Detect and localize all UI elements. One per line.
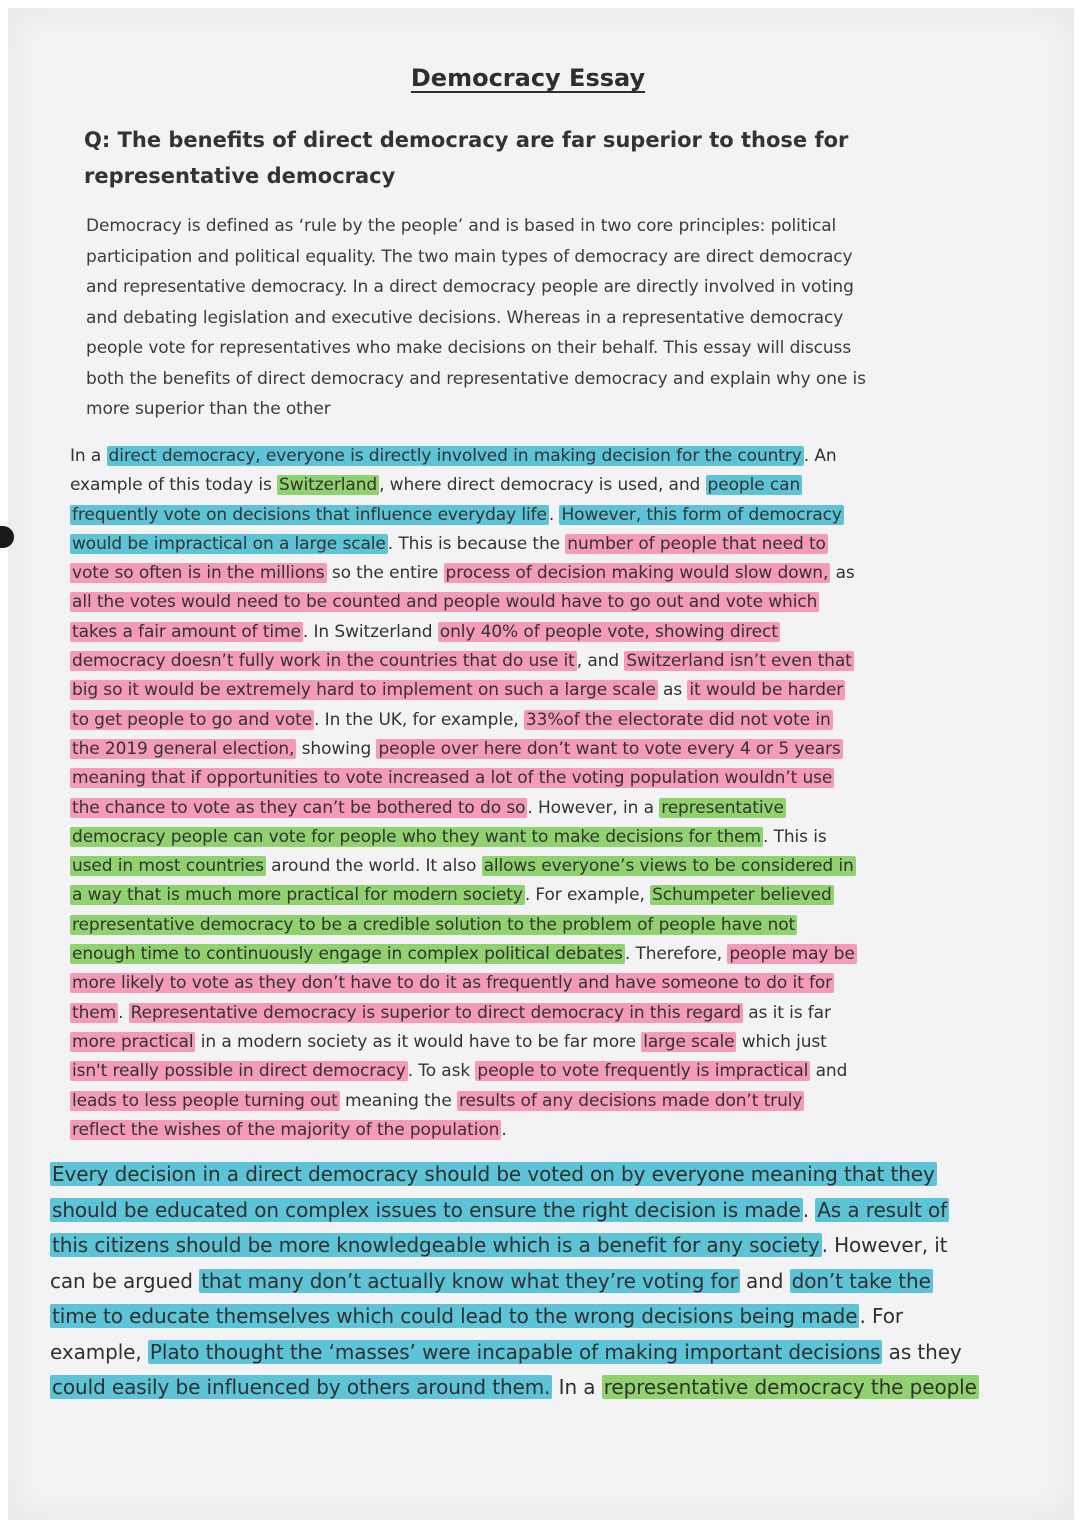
body-paragraph-1 [70, 442, 1042, 1145]
pink-highlight: people to vote frequently is impractical [477, 1061, 809, 1082]
text-line [70, 676, 1042, 705]
text-line [70, 999, 1042, 1028]
text-run: showing [296, 738, 377, 759]
text-run: . For example, [524, 885, 651, 906]
text-run: as [657, 680, 688, 701]
green-highlight: democracy people can vote for people who they want to make decisions for them [72, 826, 761, 847]
blue-highlight: However, this form of democracy [561, 504, 842, 525]
intro-line: and representative democracy. In a direct democracy people are directly involved in voting [86, 277, 854, 297]
text-run: around the world. It also [265, 856, 482, 877]
text-run: as [830, 563, 855, 584]
green-highlight: representative democracy the people [603, 1375, 977, 1399]
intro-line: Democracy is defined as ‘rule by the people’ and is based in two core principles: political [86, 216, 837, 236]
pink-highlight: them [72, 1002, 117, 1023]
text-line [50, 1370, 1046, 1406]
text-line [70, 881, 1042, 910]
text-line [70, 764, 1042, 793]
intro-line: and debating legislation and executive decisions. Whereas in a representative democracy [86, 307, 844, 328]
text-line [70, 911, 1042, 940]
essay-question: Q: The benefits of direct democracy are far superior to those for representative democracy [84, 128, 849, 188]
pink-highlight: number of people that need to [567, 533, 826, 554]
text-run: . In the UK, for example, [314, 709, 524, 730]
text-line [70, 735, 1042, 764]
intro-line: participation and political equality. The two main types of democracy are direct democracy [86, 246, 853, 267]
text-line [70, 1057, 1042, 1086]
pink-highlight: it would be harder [689, 680, 844, 701]
blue-highlight: direct democracy, everyone is directly involved in making decision for the country [108, 446, 802, 466]
text-run: . For [859, 1304, 903, 1328]
blue-highlight: Plato thought the ‘masses’ were incapable of making important decisions [149, 1339, 881, 1364]
text-line [50, 1193, 1046, 1229]
text-run: . [802, 1197, 816, 1222]
text-line [70, 823, 1042, 852]
blue-highlight: time to educate themselves which could lead to the wrong decisions being made [52, 1304, 858, 1328]
intro-paragraph [86, 211, 1016, 425]
text-run: and [739, 1268, 790, 1293]
pink-highlight: people may be [729, 944, 855, 965]
blue-highlight: this citizens should be more knowledgeable which is a benefit for any society [52, 1233, 820, 1257]
text-run: in a modern society as it would have to be far more [195, 1031, 642, 1052]
pink-highlight: vote so often is in the millions [72, 563, 325, 584]
pink-highlight: results of any decisions made don’t truly [459, 1090, 803, 1111]
pink-highlight: takes a fair amount of time [72, 621, 301, 642]
text-run: as they [882, 1339, 962, 1364]
text-line [70, 969, 1042, 998]
paper-sheet [8, 8, 1074, 1520]
text-run: as it is far [742, 1002, 831, 1023]
pink-highlight: the chance to vote as they can’t be bothered to do so [72, 797, 526, 818]
text-line [70, 530, 1042, 559]
pink-highlight: Representative democracy is superior to direct democracy in this regard [130, 1002, 741, 1023]
text-run: example, [50, 1339, 148, 1364]
text-line [70, 852, 1042, 881]
green-highlight: Switzerland [279, 475, 378, 496]
text-line [70, 501, 1042, 530]
text-line [70, 794, 1042, 823]
pink-highlight: to get people to go and vote [72, 709, 313, 730]
text-run: . [118, 1002, 129, 1023]
pink-highlight: more likely to vote as they don’t have to do it as frequently and have someone to do it for [72, 973, 833, 994]
text-line [50, 1264, 1046, 1300]
text-run: meaning the [339, 1090, 457, 1111]
green-highlight: a way that is much more practical for modern society [72, 885, 523, 906]
text-run: example of this today is [70, 475, 278, 496]
text-line [50, 1228, 1046, 1264]
text-line [70, 471, 1042, 500]
green-highlight: used in most countries [72, 856, 264, 877]
text-run: , where direct democracy is used, and [379, 475, 706, 496]
text-run: . In Switzerland [302, 621, 438, 642]
text-line [70, 588, 1042, 617]
text-run: . However, it [821, 1233, 948, 1257]
text-run: . [548, 504, 560, 525]
blue-highlight: people can [707, 475, 801, 496]
blue-highlight: don’t take the [791, 1268, 931, 1293]
pink-highlight: reflect the wishes of the majority of the population [72, 1119, 500, 1140]
text-line [70, 1116, 1042, 1145]
pink-highlight: isn't really possible in direct democracy [72, 1061, 406, 1082]
green-highlight: representative [661, 797, 784, 818]
text-run: which just [736, 1031, 827, 1052]
green-highlight: enough time to continuously engage in complex political debates [72, 944, 623, 965]
pink-highlight: the 2019 general election, [72, 738, 295, 759]
text-line [50, 1157, 1046, 1193]
blue-highlight: frequently vote on decisions that influence everyday life [72, 504, 547, 525]
essay-title: Democracy Essay [410, 64, 646, 92]
green-highlight: allows everyone’s views to be considered in [483, 856, 854, 877]
text-run: . An [803, 446, 837, 466]
body-paragraph-2 [50, 1157, 1046, 1406]
text-line [70, 1087, 1042, 1116]
blue-highlight: As a result of [817, 1197, 948, 1222]
text-line [50, 1299, 1046, 1335]
green-highlight: representative democracy to be a credible solution to the problem of people have not [72, 914, 796, 935]
text-line [70, 559, 1042, 588]
text-run: . However, in a [527, 797, 660, 818]
pink-highlight: leads to less people turning out [72, 1090, 338, 1111]
text-run: , and [576, 651, 625, 672]
text-run: In a [70, 446, 107, 466]
blue-highlight: should be educated on complex issues to ensure the right decision is made [52, 1197, 801, 1222]
green-highlight: Schumpeter believed [652, 885, 832, 906]
text-run: so the entire [326, 563, 444, 584]
intro-line: both the benefits of direct democracy and representative democracy and explain why one is [86, 368, 866, 389]
pink-highlight: people over here don’t want to vote every 4 or 5 years [378, 738, 841, 759]
text-run: . This is because the [387, 533, 566, 554]
text-run: In a [552, 1375, 602, 1399]
pink-highlight: meaning that if opportunities to vote increased a lot of the voting population wouldn’t use [72, 768, 833, 789]
pink-highlight: only 40% of people vote, showing direct [439, 621, 778, 642]
pink-highlight: large scale [643, 1031, 735, 1052]
pink-highlight: democracy doesn’t fully work in the countries that do use it [72, 651, 575, 672]
intro-line: people vote for representatives who make decisions on their behalf. This essay will discuss [86, 338, 852, 358]
pink-highlight: 33%of the electorate did not vote in [525, 709, 831, 730]
text-run: . [501, 1119, 507, 1140]
pink-highlight: process of decision making would slow down, [445, 563, 829, 584]
text-run: can be argued [50, 1268, 200, 1293]
blue-highlight: that many don’t actually know what they’re voting for [201, 1268, 738, 1293]
intro-line: more superior than the other [86, 399, 331, 419]
text-line [70, 940, 1042, 969]
blue-highlight: could easily be influenced by others around them. [52, 1375, 551, 1399]
text-run: . Therefore, [624, 944, 728, 965]
text-line [70, 647, 1042, 676]
text-line [70, 618, 1042, 647]
pink-highlight: Switzerland isn’t even that [626, 651, 852, 672]
text-run: and [810, 1061, 848, 1082]
pink-highlight: big so it would be extremely hard to implement on such a large scale [72, 680, 656, 701]
blue-highlight: would be impractical on a large scale [72, 533, 386, 554]
text-run: . This is [762, 826, 827, 847]
text-line [70, 1028, 1042, 1057]
text-line [70, 442, 1042, 471]
pink-highlight: all the votes would need to be counted and people would have to go out and vote which [72, 592, 818, 613]
text-line [50, 1335, 1046, 1371]
blue-highlight: Every decision in a direct democracy should be voted on by everyone meaning that they [52, 1162, 935, 1186]
text-run: . To ask [407, 1061, 476, 1082]
text-line [70, 706, 1042, 735]
pink-highlight: more practical [72, 1031, 194, 1052]
